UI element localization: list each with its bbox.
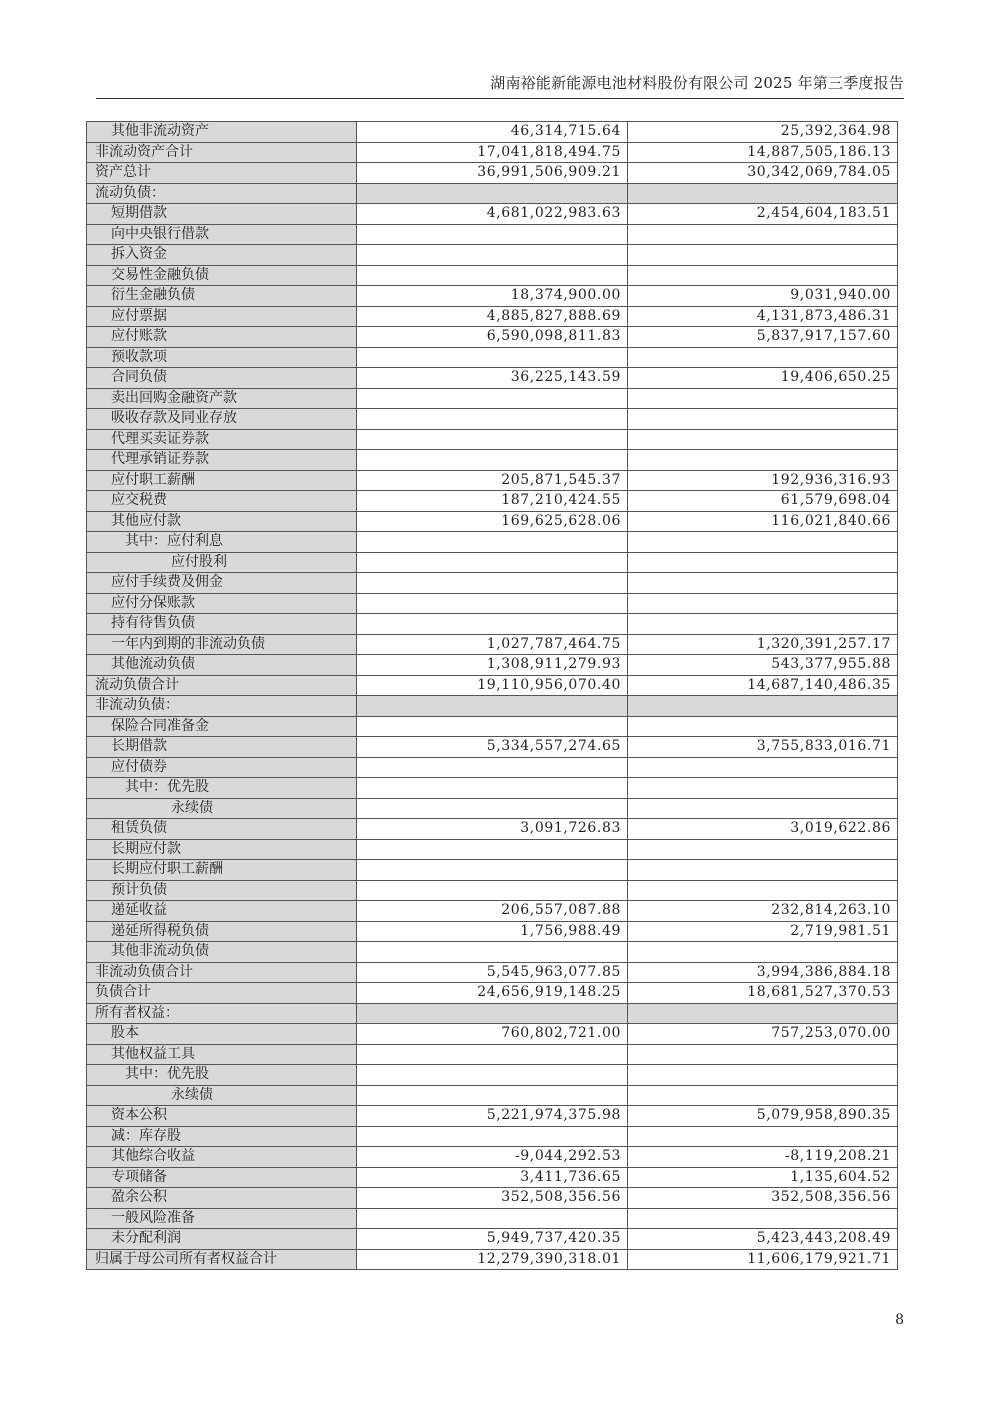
table-row (87, 1126, 898, 1147)
prior-year-end-value (628, 224, 898, 245)
prior-year-end-value: 19,406,650.25 (628, 368, 898, 389)
table-row (87, 1024, 898, 1045)
prior-year-end-value: 3,019,622.86 (628, 819, 898, 840)
row-label: 递延所得税负债 (87, 921, 357, 942)
row-label: 非流动负债： (87, 696, 357, 717)
table-row (87, 552, 898, 573)
table-row (87, 163, 898, 184)
table-row (87, 675, 898, 696)
table-row (87, 491, 898, 512)
period-end-value: 5,334,557,274.65 (357, 737, 628, 758)
row-label: 未分配利润 (87, 1229, 357, 1250)
table-row (87, 880, 898, 901)
row-label: 其中：应付利息 (87, 532, 357, 553)
table-row (87, 245, 898, 266)
period-end-value (357, 532, 628, 553)
row-label: 递延收益 (87, 901, 357, 922)
period-end-value: 17,041,818,494.75 (357, 142, 628, 163)
period-end-value: 46,314,715.64 (357, 122, 628, 143)
row-label: 其他流动负债 (87, 655, 357, 676)
prior-year-end-value: 14,687,140,486.35 (628, 675, 898, 696)
period-end-value (357, 614, 628, 635)
row-label: 应付股利 (87, 552, 357, 573)
prior-year-end-value (628, 1044, 898, 1065)
period-end-value (357, 1044, 628, 1065)
table-row (87, 962, 898, 983)
period-end-value: 36,225,143.59 (357, 368, 628, 389)
prior-year-end-value (628, 696, 898, 717)
period-end-value (357, 798, 628, 819)
row-label: 持有待售负债 (87, 614, 357, 635)
prior-year-end-value (628, 798, 898, 819)
prior-year-end-value: -8,119,208.21 (628, 1147, 898, 1168)
period-end-value (357, 880, 628, 901)
period-end-value: 169,625,628.06 (357, 511, 628, 532)
prior-year-end-value (628, 757, 898, 778)
period-end-value (357, 839, 628, 860)
period-end-value: 36,991,506,909.21 (357, 163, 628, 184)
prior-year-end-value: 232,814,263.10 (628, 901, 898, 922)
row-label: 应交税费 (87, 491, 357, 512)
table-row (87, 1085, 898, 1106)
prior-year-end-value: 192,936,316.93 (628, 470, 898, 491)
table-row (87, 286, 898, 307)
prior-year-end-value (628, 532, 898, 553)
table-row (87, 737, 898, 758)
table-row (87, 1106, 898, 1127)
prior-year-end-value (628, 942, 898, 963)
row-label: 其中：优先股 (87, 778, 357, 799)
table-row (87, 696, 898, 717)
table-row (87, 1208, 898, 1229)
row-label: 应付手续费及佣金 (87, 573, 357, 594)
prior-year-end-value (628, 245, 898, 266)
row-label: 吸收存款及同业存放 (87, 409, 357, 430)
row-label: 交易性金融负债 (87, 265, 357, 286)
prior-year-end-value (628, 716, 898, 737)
row-label: 非流动负债合计 (87, 962, 357, 983)
prior-year-end-value: 4,131,873,486.31 (628, 306, 898, 327)
row-label: 归属于母公司所有者权益合计 (87, 1249, 357, 1270)
prior-year-end-value (628, 614, 898, 635)
row-label: 预收款项 (87, 347, 357, 368)
table-row (87, 819, 898, 840)
prior-year-end-value (628, 778, 898, 799)
table-row (87, 1003, 898, 1024)
row-label: 应付职工薪酬 (87, 470, 357, 491)
row-label: 一般风险准备 (87, 1208, 357, 1229)
prior-year-end-value (628, 552, 898, 573)
prior-year-end-value: 61,579,698.04 (628, 491, 898, 512)
row-label: 一年内到期的非流动负债 (87, 634, 357, 655)
prior-year-end-value: 14,887,505,186.13 (628, 142, 898, 163)
prior-year-end-value (628, 388, 898, 409)
row-label: 应付票据 (87, 306, 357, 327)
row-label: 盈余公积 (87, 1188, 357, 1209)
prior-year-end-value: 5,423,443,208.49 (628, 1229, 898, 1250)
prior-year-end-value (628, 880, 898, 901)
table-row (87, 901, 898, 922)
row-label: 其他应付款 (87, 511, 357, 532)
period-end-value (357, 388, 628, 409)
prior-year-end-value: 3,755,833,016.71 (628, 737, 898, 758)
period-end-value (357, 224, 628, 245)
period-end-value (357, 1003, 628, 1024)
period-end-value: 1,027,787,464.75 (357, 634, 628, 655)
table-row (87, 921, 898, 942)
row-label: 资本公积 (87, 1106, 357, 1127)
table-row (87, 655, 898, 676)
period-end-value: 5,221,974,375.98 (357, 1106, 628, 1127)
period-end-value (357, 347, 628, 368)
table-row (87, 511, 898, 532)
row-label: 代理承销证券款 (87, 450, 357, 471)
table-row (87, 327, 898, 348)
table-row (87, 1065, 898, 1086)
period-end-value (357, 183, 628, 204)
table-row (87, 347, 898, 368)
period-end-value (357, 860, 628, 881)
table-row (87, 450, 898, 471)
period-end-value: -9,044,292.53 (357, 1147, 628, 1168)
prior-year-end-value (628, 183, 898, 204)
period-end-value (357, 696, 628, 717)
prior-year-end-value: 9,031,940.00 (628, 286, 898, 307)
row-label: 其他综合收益 (87, 1147, 357, 1168)
table-row (87, 778, 898, 799)
prior-year-end-value: 2,454,604,183.51 (628, 204, 898, 225)
row-label: 预计负债 (87, 880, 357, 901)
report-title: 湖南裕能新能源电池材料股份有限公司 2025 年第三季度报告 (490, 74, 904, 92)
prior-year-end-value (628, 429, 898, 450)
period-end-value (357, 1126, 628, 1147)
prior-year-end-value: 757,253,070.00 (628, 1024, 898, 1045)
row-label: 永续债 (87, 1085, 357, 1106)
row-label: 保险合同准备金 (87, 716, 357, 737)
period-end-value: 187,210,424.55 (357, 491, 628, 512)
period-end-value (357, 573, 628, 594)
table-row (87, 142, 898, 163)
period-end-value: 5,949,737,420.35 (357, 1229, 628, 1250)
table-row (87, 942, 898, 963)
table-row (87, 122, 898, 143)
prior-year-end-value: 25,392,364.98 (628, 122, 898, 143)
period-end-value (357, 552, 628, 573)
prior-year-end-value: 1,135,604.52 (628, 1167, 898, 1188)
table-row (87, 265, 898, 286)
period-end-value: 18,374,900.00 (357, 286, 628, 307)
prior-year-end-value: 1,320,391,257.17 (628, 634, 898, 655)
period-end-value (357, 778, 628, 799)
period-end-value: 1,756,988.49 (357, 921, 628, 942)
period-end-value (357, 1208, 628, 1229)
row-label: 卖出回购金融资产款 (87, 388, 357, 409)
row-label: 其中：优先股 (87, 1065, 357, 1086)
row-label: 资产总计 (87, 163, 357, 184)
prior-year-end-value: 5,079,958,890.35 (628, 1106, 898, 1127)
period-end-value (357, 409, 628, 430)
balance-sheet-rows (87, 122, 898, 1270)
table-row (87, 429, 898, 450)
table-row (87, 532, 898, 553)
period-end-value (357, 1085, 628, 1106)
prior-year-end-value: 30,342,069,784.05 (628, 163, 898, 184)
table-row (87, 1147, 898, 1168)
period-end-value: 760,802,721.00 (357, 1024, 628, 1045)
period-end-value: 12,279,390,318.01 (357, 1249, 628, 1270)
row-label: 负债合计 (87, 983, 357, 1004)
table-row (87, 409, 898, 430)
row-label: 短期借款 (87, 204, 357, 225)
prior-year-end-value (628, 573, 898, 594)
row-label: 长期应付款 (87, 839, 357, 860)
period-end-value: 19,110,956,070.40 (357, 675, 628, 696)
row-label: 长期借款 (87, 737, 357, 758)
report-header (96, 72, 904, 99)
period-end-value: 205,871,545.37 (357, 470, 628, 491)
prior-year-end-value: 18,681,527,370.53 (628, 983, 898, 1004)
period-end-value (357, 942, 628, 963)
table-row (87, 614, 898, 635)
row-label: 应付账款 (87, 327, 357, 348)
row-label: 长期应付职工薪酬 (87, 860, 357, 881)
prior-year-end-value (628, 347, 898, 368)
prior-year-end-value: 352,508,356.56 (628, 1188, 898, 1209)
page-number: 8 (895, 1312, 904, 1328)
prior-year-end-value (628, 1208, 898, 1229)
table-row (87, 1229, 898, 1250)
period-end-value: 1,308,911,279.93 (357, 655, 628, 676)
prior-year-end-value (628, 450, 898, 471)
table-row (87, 388, 898, 409)
table-row (87, 470, 898, 491)
row-label: 合同负债 (87, 368, 357, 389)
row-label: 租赁负债 (87, 819, 357, 840)
period-end-value: 352,508,356.56 (357, 1188, 628, 1209)
row-label: 拆入资金 (87, 245, 357, 266)
prior-year-end-value: 2,719,981.51 (628, 921, 898, 942)
table-row (87, 306, 898, 327)
table-row (87, 368, 898, 389)
row-label: 非流动资产合计 (87, 142, 357, 163)
table-row (87, 634, 898, 655)
period-end-value (357, 245, 628, 266)
prior-year-end-value (628, 265, 898, 286)
prior-year-end-value (628, 1126, 898, 1147)
prior-year-end-value (628, 1085, 898, 1106)
row-label: 流动负债： (87, 183, 357, 204)
prior-year-end-value: 116,021,840.66 (628, 511, 898, 532)
prior-year-end-value (628, 409, 898, 430)
prior-year-end-value: 11,606,179,921.71 (628, 1249, 898, 1270)
row-label: 应付分保账款 (87, 593, 357, 614)
period-end-value (357, 757, 628, 778)
prior-year-end-value (628, 593, 898, 614)
period-end-value (357, 450, 628, 471)
row-label: 衍生金融负债 (87, 286, 357, 307)
period-end-value: 24,656,919,148.25 (357, 983, 628, 1004)
balance-sheet-table (86, 121, 898, 1270)
prior-year-end-value (628, 860, 898, 881)
prior-year-end-value: 5,837,917,157.60 (628, 327, 898, 348)
table-row (87, 1249, 898, 1270)
table-row (87, 716, 898, 737)
table-row (87, 573, 898, 594)
row-label: 永续债 (87, 798, 357, 819)
period-end-value: 5,545,963,077.85 (357, 962, 628, 983)
row-label: 专项储备 (87, 1167, 357, 1188)
table-row (87, 1167, 898, 1188)
table-row (87, 860, 898, 881)
row-label: 所有者权益： (87, 1003, 357, 1024)
row-label: 减：库存股 (87, 1126, 357, 1147)
row-label: 股本 (87, 1024, 357, 1045)
period-end-value (357, 429, 628, 450)
table-row (87, 1044, 898, 1065)
row-label: 其他非流动资产 (87, 122, 357, 143)
period-end-value (357, 1065, 628, 1086)
period-end-value: 6,590,098,811.83 (357, 327, 628, 348)
table-row (87, 839, 898, 860)
period-end-value: 206,557,087.88 (357, 901, 628, 922)
row-label: 应付债券 (87, 757, 357, 778)
prior-year-end-value: 3,994,386,884.18 (628, 962, 898, 983)
row-label: 代理买卖证券款 (87, 429, 357, 450)
table-row (87, 183, 898, 204)
row-label: 向中央银行借款 (87, 224, 357, 245)
period-end-value: 4,885,827,888.69 (357, 306, 628, 327)
prior-year-end-value (628, 839, 898, 860)
row-label: 流动负债合计 (87, 675, 357, 696)
prior-year-end-value: 543,377,955.88 (628, 655, 898, 676)
period-end-value: 4,681,022,983.63 (357, 204, 628, 225)
table-row (87, 798, 898, 819)
table-row (87, 983, 898, 1004)
period-end-value (357, 593, 628, 614)
period-end-value (357, 265, 628, 286)
table-row (87, 1188, 898, 1209)
table-row (87, 757, 898, 778)
prior-year-end-value (628, 1003, 898, 1024)
row-label: 其他权益工具 (87, 1044, 357, 1065)
row-label: 其他非流动负债 (87, 942, 357, 963)
period-end-value: 3,091,726.83 (357, 819, 628, 840)
prior-year-end-value (628, 1065, 898, 1086)
period-end-value (357, 716, 628, 737)
table-row (87, 593, 898, 614)
table-row (87, 204, 898, 225)
table-row (87, 224, 898, 245)
period-end-value: 3,411,736.65 (357, 1167, 628, 1188)
